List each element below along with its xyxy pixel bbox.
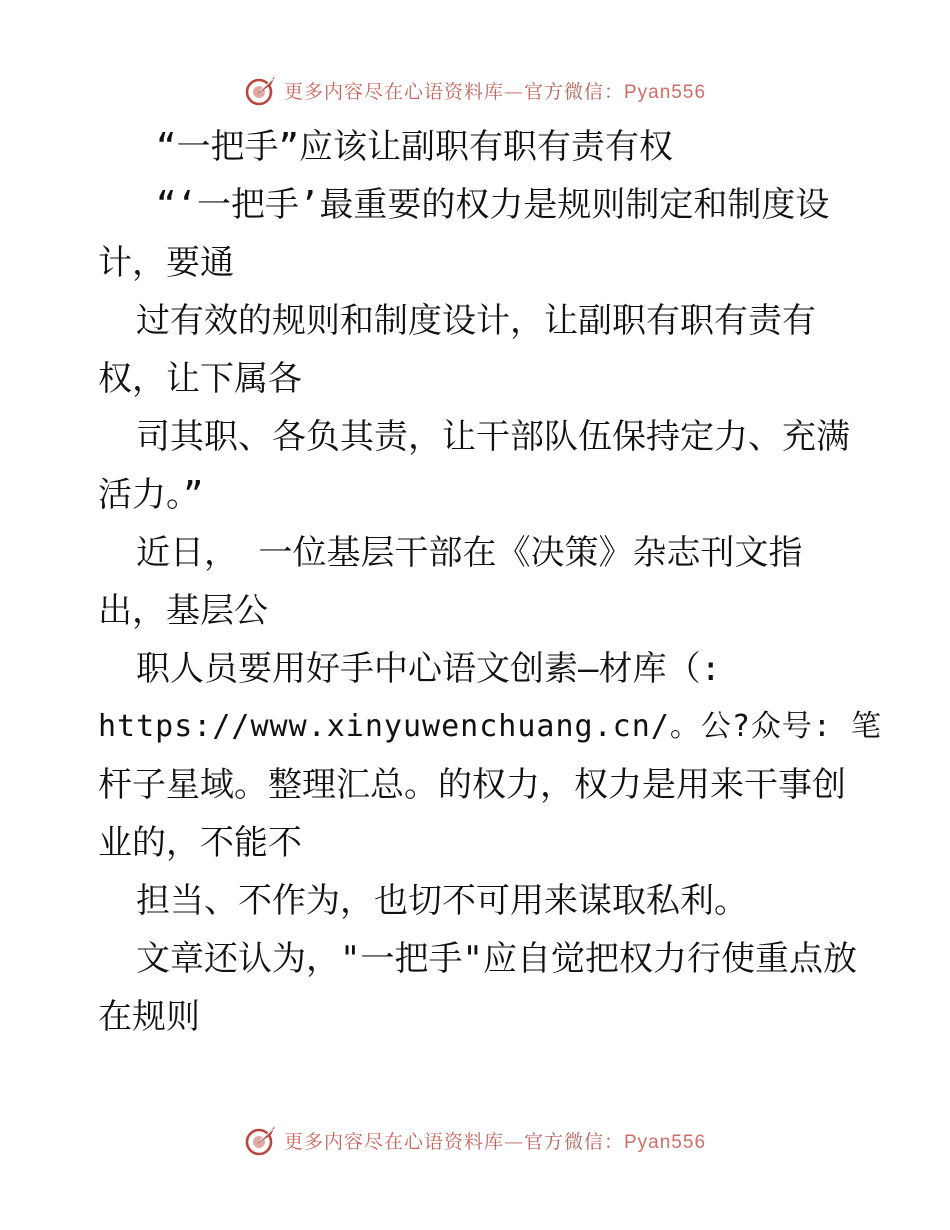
paragraph-line: 出，基层公 (98, 591, 268, 631)
banner-brand: 更多内容尽在心语资料库 (283, 1130, 504, 1153)
paragraph-line: 活力。” (98, 475, 204, 515)
paragraph-line-url: https://www.xinyuwenchuang.cn/。公?众号: 笔 (98, 709, 883, 744)
article-body (98, 118, 883, 1046)
banner-wechat-label: 官方微信： (523, 1130, 624, 1153)
paragraph-line: 近日， 一位基层干部在《决策》杂志刊文指 (136, 533, 803, 573)
banner-wechat-id: Pyan556 (624, 1131, 707, 1153)
banner-dash: — (503, 1130, 524, 1153)
article-title: “一把手”应该让副职有职有责有权 (156, 127, 673, 167)
footer-banner (0, 1120, 950, 1160)
header-banner (0, 70, 950, 110)
paragraph-line: 计，要通 (98, 243, 234, 283)
banner-text (284, 1127, 706, 1154)
paragraph-line: 担当、不作为，也切不可用来谋取私利。 (136, 881, 748, 921)
banner-wechat-id: Pyan556 (624, 81, 707, 103)
banner-text (284, 77, 706, 104)
banner-brand: 更多内容尽在心语资料库 (283, 80, 504, 103)
quill-logo-icon (244, 73, 278, 107)
paragraph-line: 司其职、各负其责，让干部队伍保持定力、充满 (136, 417, 850, 457)
quill-logo-icon (244, 1123, 278, 1157)
paragraph-line: “‘一把手’最重要的权力是规则制定和制度设 (156, 185, 830, 225)
paragraph-line: 在规则 (98, 997, 200, 1037)
paragraph-line: 职人员要用好手中心语文创素—材库（: (136, 649, 721, 689)
banner-wechat-label: 官方微信： (523, 80, 624, 103)
paragraph-line: 文章还认为，"一把手"应自觉把权力行使重点放 (136, 939, 857, 979)
paragraph-line: 过有效的规则和制度设计，让副职有职有责有 (136, 301, 816, 341)
paragraph-line: 业的，不能不 (98, 823, 302, 863)
banner-dash: — (503, 80, 524, 103)
paragraph-line: 权，让下属各 (98, 359, 302, 399)
paragraph-line: 杆子星域。整理汇总。的权力，权力是用来干事创 (98, 765, 846, 805)
